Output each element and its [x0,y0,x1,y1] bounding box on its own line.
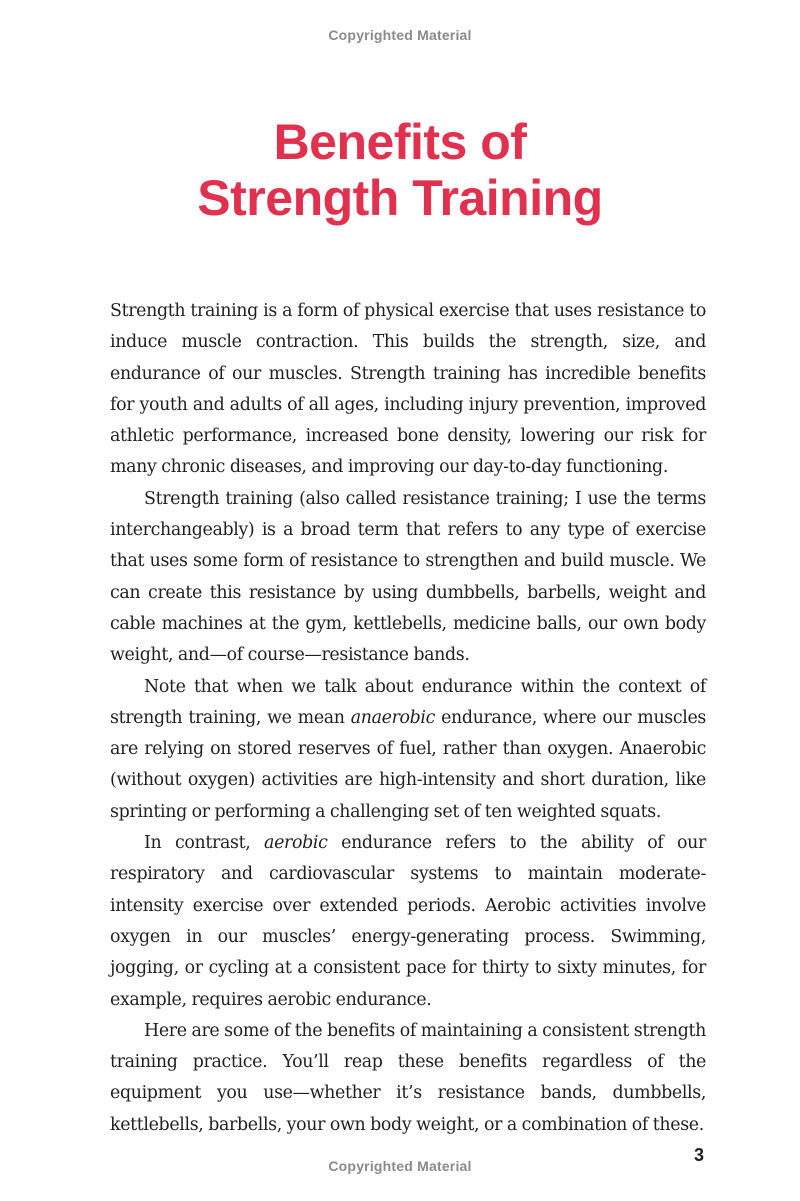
paragraph-2: Strength training (also called resistance training; I use the terms interchangeably) is a broad term that refers to any type of exercise that uses some form of resistance to strengthen and build muscle. We can create this resistance by using dumbbells, barbells, weight and cable machines at the gym, kettlebells, medicine balls, our own body weight, and—of course—resistance bands. [110,488,706,666]
copyright-watermark-top: Copyrighted Material [328,27,472,43]
chapter-title-line-1: Benefits of [273,114,527,170]
paragraph-1: Strength training is a form of physical exercise that uses resistance to induce muscle contraction. This builds the strength, size, and endurance of our muscles. Strength training has incredible benefits for youth and adults of all ages, including injury prevention, improved athletic performance, increased bone density, lowering our risk for many chronic diseases, and improving our day-to-day functioning. [110,301,706,478]
page-number: 3 [693,1145,704,1165]
paragraph-3 [110,672,706,828]
paragraph-3-emphasis: anaerobic [350,707,436,728]
chapter-title-line-2: Strength Training [197,170,603,226]
paragraph-4 [110,828,706,1016]
paragraph-5: Here are some of the benefits of maintaining a consistent strength training practice. You’ll reap these benefits regardless of the equipment you use—whether it’s resistance bands, dumbbells, kettlebells, barbells, your own body weight, or a combination of these. [110,1020,706,1135]
paragraph-3-text-a: Note that when we talk about endurance within the context of strength training, we mean [110,676,706,728]
paragraph-4-text-a: In contrast, [144,833,265,854]
copyright-watermark-bottom: Copyrighted Material [328,1158,472,1174]
body-text [110,296,706,1141]
paragraph-3-text-b: endurance, where our muscles are relying on stored reserves of fuel, rather than oxygen. Anaerobic (without oxygen) activities are high-intensity and short duration, like sprinting or performing a challenging set of ten weighted squats. [110,707,706,822]
paragraph-4-text-b: endurance refers to the ability of our respiratory and cardiovascular systems to maintain moderate-intensity exercise over extended periods. Aerobic activities involve oxygen in our muscles’ energy-generating process. Swimming, jogging, or cycling at a consistent pace for thirty to sixty minutes, for example, requires aerobic endurance. [110,833,706,1010]
chapter-title [0,114,800,226]
paragraph-4-emphasis: aerobic [264,833,328,854]
